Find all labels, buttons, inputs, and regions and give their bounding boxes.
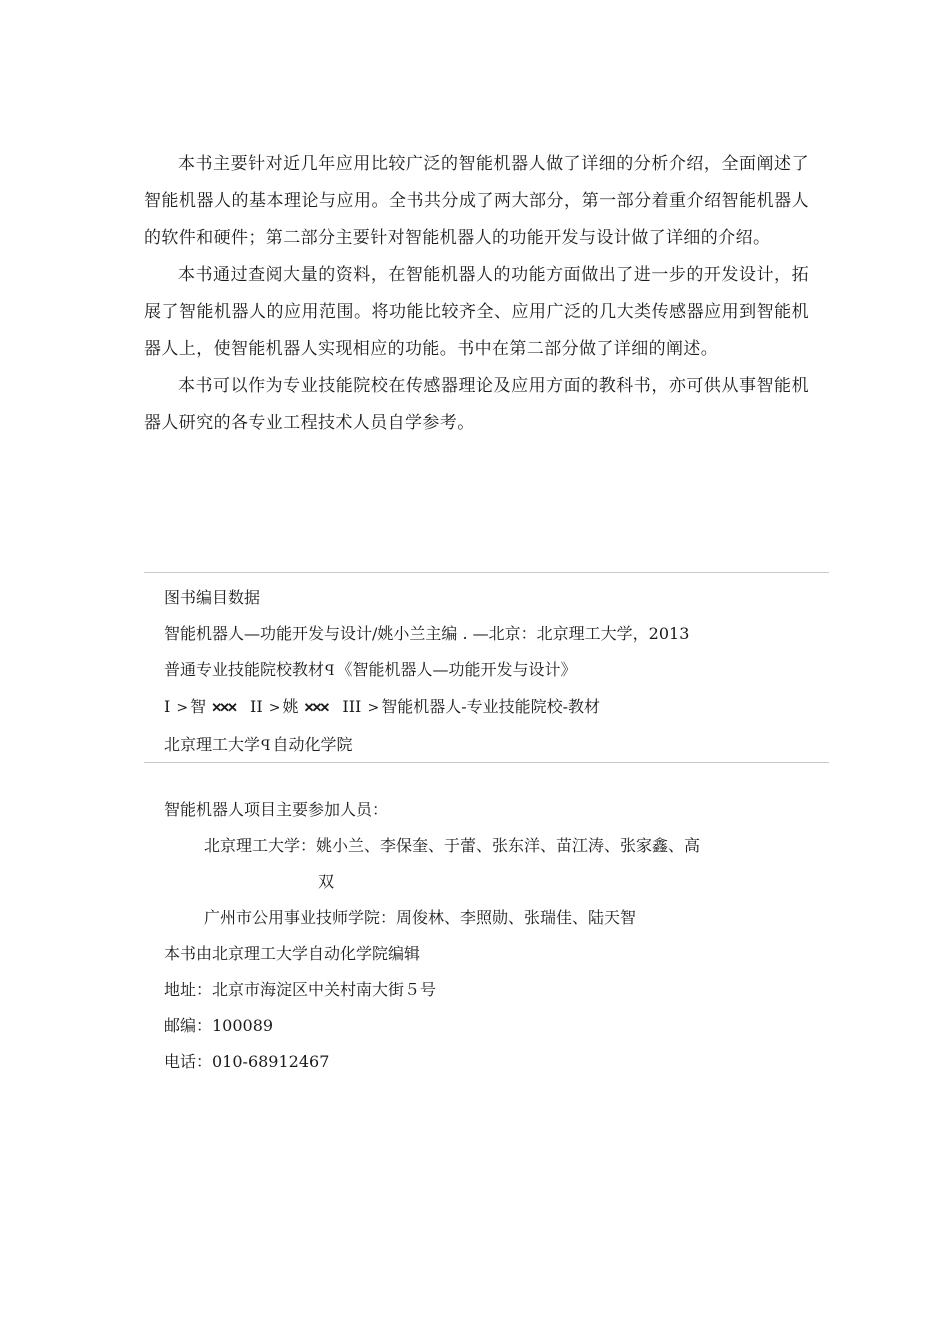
cip-term: 智能机器人-专业技能院校-教材 xyxy=(381,697,601,716)
cip-line xyxy=(164,727,824,764)
intro-paragraph: 本书可以作为专业技能院校在传感器理论及应用方面的教科书，亦可供从事智能机器人研究的各专业工程技术人员自学参考。 xyxy=(144,376,809,433)
cross-mark-icon: ✕✕✕ xyxy=(303,701,328,716)
divider-bottom xyxy=(144,762,829,763)
cip-numeral: III xyxy=(342,697,362,716)
cip-line xyxy=(164,652,824,689)
cip-glyph: ꟼ xyxy=(261,738,271,754)
cip-book-title: 《智能机器人—功能开发与设计》 xyxy=(336,660,577,679)
cip-department: 自动化学院 xyxy=(272,735,353,754)
cip-publisher: 北京理工大学 xyxy=(164,735,261,754)
cip-term: 姚 xyxy=(282,697,299,716)
intro-paragraph: 本书主要针对近几年应用比较广泛的智能机器人做了详细的分析介绍，全面阐述了智能机器人的基本理论与应用。全书共分成了两大部分，第一部分着重介绍智能机器人的软件和硬件；第二部分主要针对智能机器人的功能开发与设计做了详细的介绍。 xyxy=(144,154,809,248)
cip-glyph: ꟼ xyxy=(325,663,335,679)
address: 地址：北京市海淀区中关村南大街５号 xyxy=(164,980,437,999)
postcode: 邮编：100089 xyxy=(164,1016,274,1035)
intro-section xyxy=(144,146,809,442)
divider-top xyxy=(144,572,829,573)
cip-numeral: II xyxy=(250,697,263,716)
staff-heading: 智能机器人项目主要参加人员： xyxy=(164,800,389,819)
intro-paragraph: 本书通过查阅大量的资料，在智能机器人的功能方面做出了进一步的开发设计，拓展了智能机器人的应用范围。将功能比较齐全、应用广泛的几大类传感器应用到智能机器人上，使智能机器人实现相应的功能。书中在第二部分做了详细的阐述。 xyxy=(144,265,809,359)
cataloging-data xyxy=(164,580,824,764)
staff-gz-members: 广州市公用事业技师学院：周俊林、李照勋、张瑞佳、陆天智 xyxy=(204,908,637,927)
cip-heading: 图书编目数据 xyxy=(164,588,261,607)
editor-note: 本书由北京理工大学自动化学院编辑 xyxy=(164,944,421,963)
arrow-icon: > xyxy=(268,700,281,716)
cross-mark-icon: ✕✕✕ xyxy=(211,701,235,716)
arrow-icon: > xyxy=(367,700,380,716)
cip-numeral: I xyxy=(164,697,171,716)
arrow-icon: > xyxy=(176,700,189,716)
staff-bit-members-cont: 双 xyxy=(318,872,335,891)
cip-series: 普通专业技能院校教材 xyxy=(164,660,325,679)
cip-term: 智 xyxy=(190,697,207,716)
staff-section xyxy=(164,792,824,1080)
cip-line: 智能机器人—功能开发与设计/姚小兰主编 . —北京：北京理工大学，2013 xyxy=(164,624,690,643)
staff-bit-members: 北京理工大学：姚小兰、李保奎、于蕾、张东洋、苗江涛、张家鑫、高 xyxy=(204,836,701,855)
phone: 电话：010-68912467 xyxy=(164,1052,330,1071)
cip-classification-line xyxy=(164,689,824,727)
